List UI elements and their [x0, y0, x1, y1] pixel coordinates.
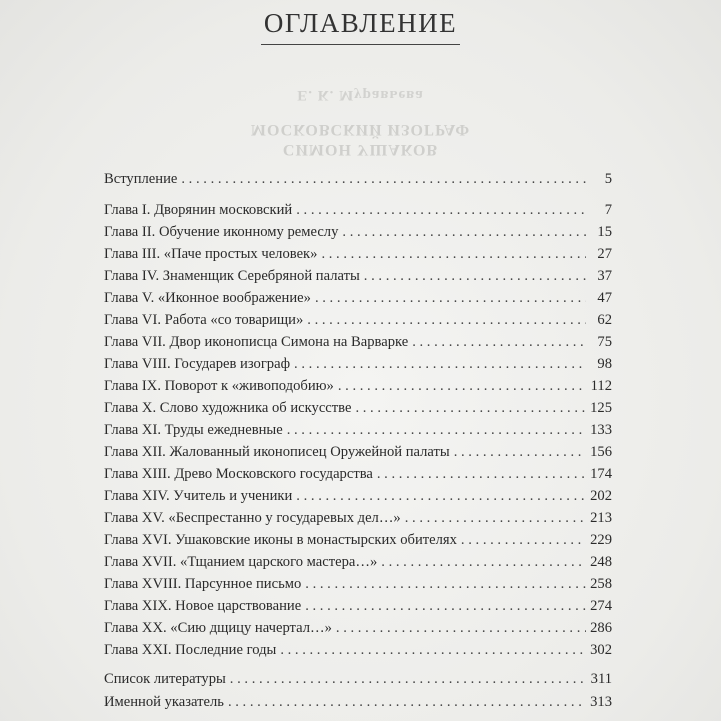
toc-entry-chapter-4 — [104, 265, 612, 287]
dot-leader — [280, 639, 586, 661]
page-title-block — [0, 8, 721, 45]
toc-entry-page: 62 — [597, 312, 612, 328]
toc-entry-chapter-15 — [104, 507, 612, 529]
toc-entry-chapter-11 — [104, 419, 612, 441]
toc-entry-chapter-9 — [104, 375, 612, 397]
toc-entry-chapter-5 — [104, 287, 612, 309]
dot-leader — [405, 507, 586, 529]
toc-entry-chapter-21 — [104, 639, 612, 661]
toc-entry-chapter-7 — [104, 331, 612, 353]
toc-entry-label: Глава XIII. Древо Московского государства — [104, 466, 373, 482]
dot-leader — [342, 221, 586, 243]
dot-leader — [305, 573, 586, 595]
toc-entry-label: Глава XVI. Ушаковские иконы в монастырских обителях — [104, 532, 457, 548]
dot-leader — [294, 353, 586, 375]
toc-entry-page: 98 — [597, 356, 612, 372]
toc-entry-page: 75 — [597, 334, 612, 350]
toc-entry-label: Глава X. Слово художника об искусстве — [104, 400, 352, 416]
toc-entry-name-index — [104, 691, 612, 713]
toc-entry-chapter-1 — [104, 199, 612, 221]
dot-leader — [315, 287, 586, 309]
dot-leader — [338, 375, 586, 397]
dot-leader — [355, 397, 586, 419]
toc-entry-introduction — [104, 168, 612, 190]
dot-leader — [454, 441, 586, 463]
dot-leader — [336, 617, 586, 639]
toc-entry-page: 125 — [590, 400, 612, 416]
toc-entry-label: Глава V. «Иконное воображение» — [104, 290, 311, 306]
toc-entry-label: Именной указатель — [104, 694, 224, 710]
dot-leader — [412, 331, 586, 353]
toc-entry-label: Глава XIV. Учитель и ученики — [104, 488, 293, 504]
toc-entry-label: Глава II. Обучение иконному ремеслу — [104, 224, 339, 240]
dot-leader — [381, 551, 586, 573]
bleed-through-title-line2: СИМОН УШАКОВ — [282, 141, 439, 158]
toc-entry-chapter-3 — [104, 243, 612, 265]
toc-entry-page: 311 — [590, 671, 612, 687]
toc-entry-page: 229 — [590, 532, 612, 548]
toc-entry-chapter-12 — [104, 441, 612, 463]
dot-leader — [461, 529, 586, 551]
toc-entry-chapter-16 — [104, 529, 612, 551]
dot-leader — [181, 168, 586, 190]
toc-entry-page: 313 — [590, 694, 612, 710]
toc-entry-label: Глава VI. Работа «со товарищи» — [104, 312, 304, 328]
dot-leader — [228, 691, 586, 713]
toc-entry-chapter-18 — [104, 573, 612, 595]
toc-entry-page: 156 — [590, 444, 612, 460]
toc-entry-label: Глава XVII. «Тщанием царского мастера…» — [104, 554, 378, 570]
bleed-through-author: Е. К. Муравьева — [297, 87, 424, 103]
toc-entry-label: Глава XX. «Сию дщицу начертал…» — [104, 620, 332, 636]
toc-entry-label: Глава XVIII. Парсунное письмо — [104, 576, 302, 592]
toc-entry-page: 302 — [590, 642, 612, 658]
toc-entry-label: Глава VIII. Государев изограф — [104, 356, 291, 372]
dot-leader — [287, 419, 586, 441]
toc-entry-label: Вступление — [104, 171, 178, 187]
toc-entry-label: Глава IX. Поворот к «живоподобию» — [104, 378, 334, 394]
toc-entry-chapter-19 — [104, 595, 612, 617]
toc-entry-page: 15 — [597, 224, 612, 240]
toc-entry-page: 213 — [590, 510, 612, 526]
toc-entry-page: 47 — [597, 290, 612, 306]
dot-leader — [296, 485, 586, 507]
toc-entry-page: 248 — [590, 554, 612, 570]
toc-entry-label: Глава XXI. Последние годы — [104, 642, 277, 658]
toc-entry-label: Глава XIX. Новое царствование — [104, 598, 302, 614]
toc-entry-page: 7 — [604, 202, 612, 218]
toc-entry-label: Глава VII. Двор иконописца Симона на Варварке — [104, 334, 409, 350]
toc-entry-page: 37 — [597, 268, 612, 284]
toc-entry-label: Список литературы — [104, 671, 226, 687]
dot-leader — [364, 265, 586, 287]
toc-entry-bibliography — [104, 668, 612, 690]
toc-entry-label: Глава XI. Труды ежедневные — [104, 422, 283, 438]
toc-entry-page: 112 — [590, 378, 612, 394]
dot-leader — [305, 595, 586, 617]
dot-leader — [307, 309, 586, 331]
toc-entry-page: 258 — [590, 576, 612, 592]
toc-entry-label: Глава I. Дворянин московский — [104, 202, 293, 218]
dot-leader — [377, 463, 586, 485]
toc-entry-chapter-17 — [104, 551, 612, 573]
toc-entry-chapter-14 — [104, 485, 612, 507]
dot-leader — [230, 668, 586, 690]
toc-entry-chapter-2 — [104, 221, 612, 243]
toc-entry-page: 202 — [590, 488, 612, 504]
toc-entry-page: 133 — [590, 422, 612, 438]
toc-entry-label: Глава XII. Жалованный иконописец Оружейной палаты — [104, 444, 450, 460]
toc-entry-page: 174 — [590, 466, 612, 482]
toc-entry-chapter-8 — [104, 353, 612, 375]
toc-entry-page: 5 — [604, 171, 612, 187]
toc-entry-page: 274 — [590, 598, 612, 614]
dot-leader — [296, 199, 586, 221]
toc-entry-label: Глава III. «Паче простых человек» — [104, 246, 318, 262]
toc-entry-label: Глава IV. Знаменщик Серебряной палаты — [104, 268, 360, 284]
toc-entry-chapter-20 — [104, 617, 612, 639]
toc-entry-chapter-13 — [104, 463, 612, 485]
toc-entry-page: 27 — [597, 246, 612, 262]
toc-entry-chapter-10 — [104, 397, 612, 419]
dot-leader — [321, 243, 586, 265]
bleed-through-title-line1: МОСКОВСКИЙ ИЗОГРАФ — [250, 121, 471, 138]
toc-entry-label: Глава XV. «Беспрестанно у государевых дел…» — [104, 510, 401, 526]
toc-entry-page: 286 — [590, 620, 612, 636]
toc-entry-chapter-6 — [104, 309, 612, 331]
page-title: ОГЛАВЛЕНИЕ — [261, 8, 460, 45]
